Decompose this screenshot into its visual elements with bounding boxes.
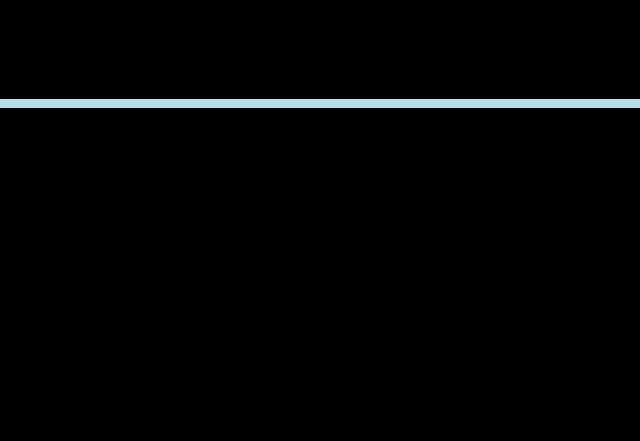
stats-banner xyxy=(0,99,640,108)
